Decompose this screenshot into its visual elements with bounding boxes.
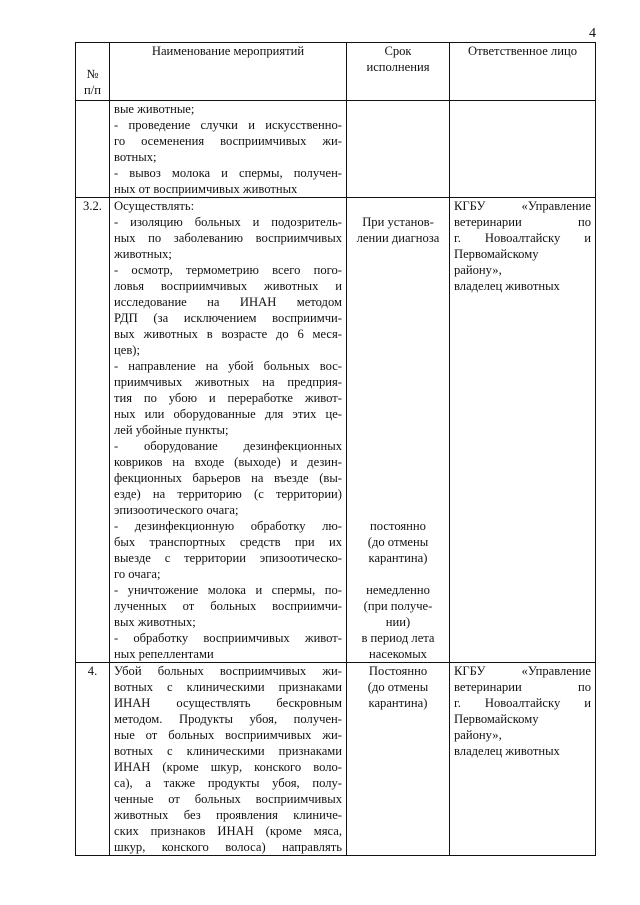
measure-line: эпизоотического очага; [114, 503, 239, 517]
measure-line: Убой больных восприимчивых жи- [114, 664, 342, 678]
row-measures-cell [110, 663, 347, 856]
responsible-line: ветеринарии по [454, 680, 591, 694]
term-line: насекомых [369, 647, 427, 661]
measure-line: езде) на территорию (с территории) [114, 487, 342, 501]
measure-line: вотных с клиническими признаками [114, 744, 342, 758]
measure-line: - оборудование дезинфекционных [114, 439, 342, 453]
measure-line: - изоляцию больных и подозритель- [114, 215, 342, 229]
measure-line: выезде с территории эпизоотическо- [114, 551, 342, 565]
header-term-line2: исполнения [366, 60, 430, 74]
responsible-line: КГБУ «Управление [454, 199, 591, 213]
measure-line: животных без проявления клиниче- [114, 808, 342, 822]
responsible-line: г. Новоалтайску и [454, 696, 591, 710]
term-line: карантина) [368, 696, 428, 710]
term-line: (до отмены [367, 680, 429, 694]
header-term-line1: Срок [384, 44, 412, 58]
header-name: Наименование мероприятий [151, 44, 305, 58]
row-measures-cell [110, 101, 347, 198]
row-term-cell [347, 663, 450, 856]
measure-line: ИНАН (кроме шкур, конского воло- [114, 760, 342, 774]
measure-line: ных от восприимчивых животных [114, 182, 298, 196]
page-number: 4 [589, 26, 596, 41]
table-row-3-2 [76, 198, 596, 663]
term-line: немедленно [366, 583, 430, 597]
measure-line: - осмотр, термометрию всего пого- [114, 263, 342, 277]
measure-line: - дезинфекционную обработку лю- [114, 519, 342, 533]
measure-line: лученных от больных восприимчи- [114, 599, 342, 613]
row-responsible-cell [450, 663, 596, 856]
header-responsible-cell [450, 43, 596, 101]
term-line: нии) [385, 615, 411, 629]
term-line: лении диагноза [356, 231, 440, 245]
measure-line: ловья восприимчивых животных и [114, 279, 342, 293]
measure-line: - уничтожение молока и спермы, по- [114, 583, 342, 597]
row-measures-cell [110, 198, 347, 663]
row-number-cell [76, 101, 110, 198]
measure-line: ченные от больных восприимчивых [114, 792, 342, 806]
measure-line: вотных; [114, 150, 157, 164]
measure-line: - вывоз молока и спермы, получен- [114, 166, 342, 180]
term-line: Постоянно [368, 664, 428, 678]
term-line: карантина) [368, 551, 428, 565]
measures-table [75, 42, 596, 856]
header-number-sign: № [86, 67, 99, 81]
responsible-line: Первомайскому [454, 247, 539, 261]
responsible-line: КГБУ «Управление [454, 664, 591, 678]
measure-line: ных репеллентами [114, 647, 214, 661]
measure-line: исследование на ИНАН методом [114, 295, 342, 309]
responsible-line: владелец животных [454, 279, 560, 293]
header-number-abbr: п/п [84, 83, 101, 97]
measure-line: методом. Продукты убоя, получен- [114, 712, 342, 726]
measure-line: фекционных барьеров на въезде (вы- [114, 471, 342, 485]
table-row-4 [76, 663, 596, 856]
measure-line: го очага; [114, 567, 161, 581]
row-number: 4. [76, 663, 110, 856]
measure-line: вые животные; [114, 102, 195, 116]
measure-line: ИНАН осуществлять бескровным [114, 696, 342, 710]
measure-line: ковриков на входе (выходе) и дезин- [114, 455, 342, 469]
responsible-line: району», [454, 263, 502, 277]
measure-line: ные от больных восприимчивых жи- [114, 728, 342, 742]
term-line: (до отмены [367, 535, 429, 549]
header-term-cell [347, 43, 450, 101]
measure-line: цев); [114, 343, 140, 357]
measure-line: са), а также продукты убоя, полу- [114, 776, 342, 790]
measure-line: лей убойные пункты; [114, 423, 229, 437]
term-line: постоянно [370, 519, 426, 533]
responsible-line: владелец животных [454, 744, 560, 758]
measure-line: шкур, конского волоса) направлять [114, 840, 342, 854]
measure-line: животных; [114, 247, 172, 261]
measure-line: бых транспортных средств при их [114, 535, 342, 549]
row-responsible-cell [450, 198, 596, 663]
measure-line: приимчивых животных на предприя- [114, 375, 342, 389]
table-header-row [76, 43, 596, 101]
measure-line: ских признаков ИНАН (кроме мяса, [114, 824, 342, 838]
table-row-continued [76, 101, 596, 198]
measure-line: - направление на убой больных вос- [114, 359, 342, 373]
row-responsible-cell [450, 101, 596, 198]
measure-line: вых животных; [114, 615, 196, 629]
responsible-line: ветеринарии по [454, 215, 591, 229]
measure-line: - проведение случки и искусственно- [114, 118, 342, 132]
responsible-line: району», [454, 728, 502, 742]
measure-line: вотных с клиническими признаками [114, 680, 342, 694]
measure-line: Осуществлять: [114, 199, 195, 213]
term-line: (при получе- [363, 599, 433, 613]
header-number-cell [76, 43, 110, 101]
measure-line: вых животных в возрасте до 6 меся- [114, 327, 342, 341]
measure-line: - обработку восприимчивых живот- [114, 631, 342, 645]
row-term-cell [347, 198, 450, 663]
measure-line: ных или оборудованные для этих це- [114, 407, 342, 421]
term-line: в период лета [361, 631, 435, 645]
term-line: При установ- [362, 215, 434, 229]
row-term-cell [347, 101, 450, 198]
row-number: 3.2. [76, 198, 110, 663]
responsible-line: г. Новоалтайску и [454, 231, 591, 245]
measure-line: РДП (за исключением восприимчи- [114, 311, 342, 325]
header-name-cell [110, 43, 347, 101]
responsible-line: Первомайскому [454, 712, 539, 726]
measure-line: го осеменения восприимчивых жи- [114, 134, 342, 148]
measure-line: ных по заболеванию восприимчивых [114, 231, 342, 245]
measure-line: тия по убою и переработке живот- [114, 391, 342, 405]
header-responsible: Ответственное лицо [467, 44, 577, 58]
